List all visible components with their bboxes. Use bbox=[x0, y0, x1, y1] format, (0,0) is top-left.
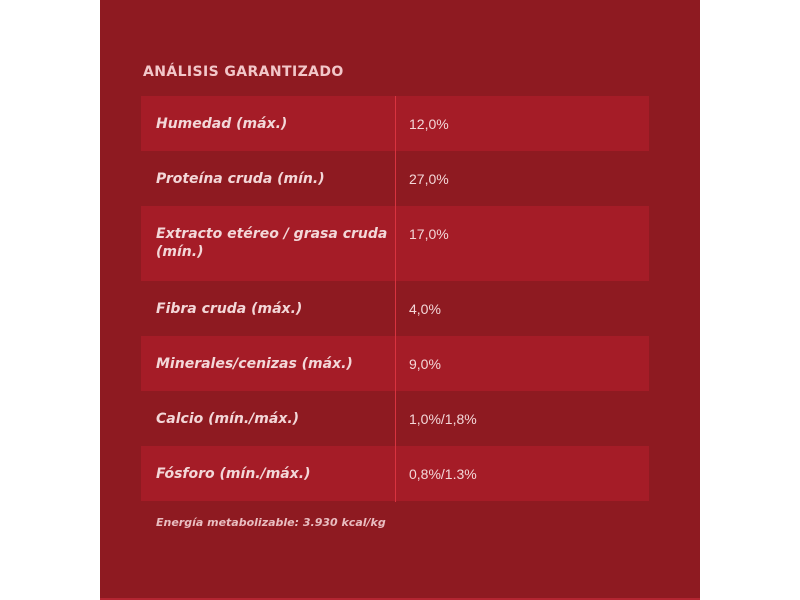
column-divider bbox=[395, 96, 396, 502]
row-value: 1,0%/1,8% bbox=[409, 411, 477, 427]
row-value: 4,0% bbox=[409, 301, 441, 317]
row-value: 27,0% bbox=[409, 171, 449, 187]
row-label: Minerales/cenizas (máx.) bbox=[156, 356, 353, 372]
row-label: Humedad (máx.) bbox=[156, 116, 288, 132]
row-value: 9,0% bbox=[409, 356, 441, 372]
row-value: 0,8%/1.3% bbox=[409, 466, 477, 482]
row-label: Calcio (mín./máx.) bbox=[156, 411, 300, 427]
row-label: Proteína cruda (mín.) bbox=[156, 171, 325, 187]
row-label: Fibra cruda (máx.) bbox=[156, 301, 303, 317]
row-label: Fósforo (mín./máx.) bbox=[156, 466, 311, 482]
row-label: Extracto etéreo / grasa cruda (mín.) bbox=[156, 226, 388, 260]
analysis-panel bbox=[100, 0, 700, 600]
row-value: 12,0% bbox=[409, 116, 449, 132]
section-heading: ANÁLISIS GARANTIZADO bbox=[143, 64, 344, 80]
row-value: 17,0% bbox=[409, 226, 449, 242]
energy-footnote: Energía metabolizable: 3.930 kcal/kg bbox=[156, 516, 386, 529]
analysis-table bbox=[141, 96, 649, 501]
